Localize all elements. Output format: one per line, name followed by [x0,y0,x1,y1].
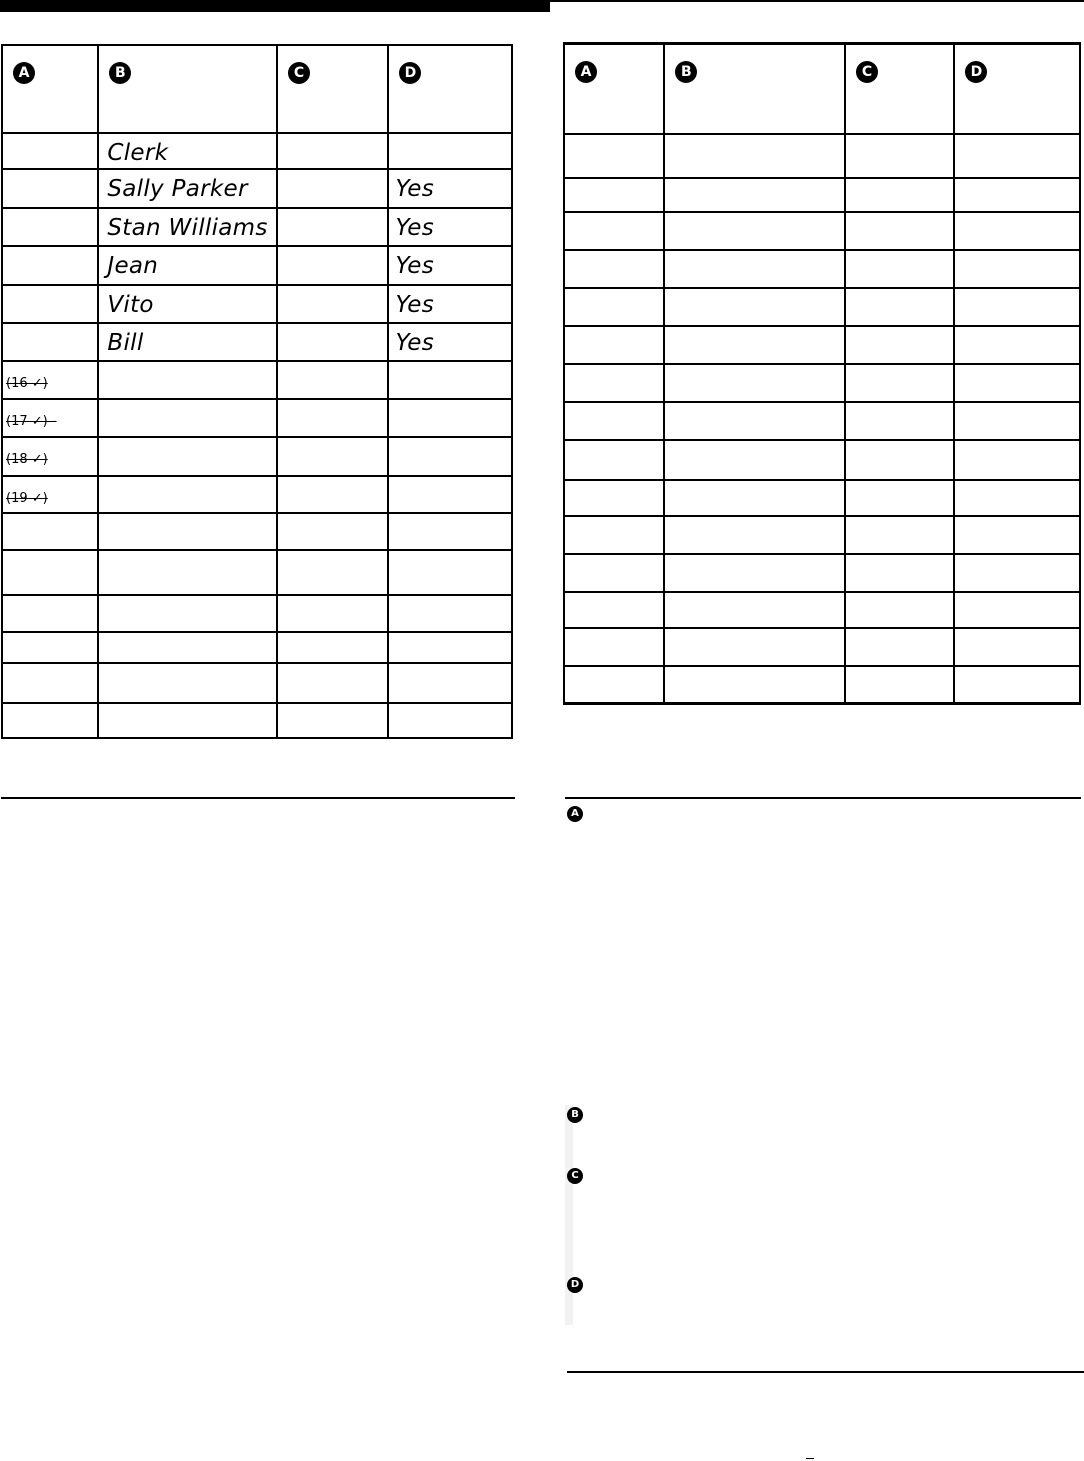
cell-a[interactable] [564,554,664,592]
cell-a[interactable] [564,480,664,516]
cell-d[interactable] [388,285,512,323]
handwritten-entry: Vito [107,292,154,318]
col-header-c [845,44,954,134]
cell-a[interactable] [2,513,98,550]
cell-c[interactable] [277,133,388,169]
legend-badge-b-icon: B [567,1107,583,1123]
col-header-a [2,45,98,133]
cell-b[interactable] [664,134,845,178]
cell-c[interactable] [277,246,388,285]
handwritten-entry: Yes [395,215,435,241]
table-row [2,476,512,513]
cell-a[interactable] [2,703,98,738]
cell-d[interactable] [954,326,1080,364]
left-table-header [2,45,512,133]
right-table-header [564,44,1080,134]
cell-b[interactable] [98,550,277,595]
cell-b[interactable] [98,632,277,663]
col-header-d [954,44,1080,134]
cell-b[interactable] [664,326,845,364]
cell-a[interactable] [564,440,664,480]
cell-d[interactable] [388,476,512,513]
cell-c[interactable] [277,595,388,632]
table-row [2,285,512,323]
cell-a[interactable] [2,663,98,703]
cell-c[interactable] [277,399,388,437]
table-row [2,169,512,208]
badge-c-icon: C [856,61,878,83]
table-row [564,364,1080,402]
cell-b[interactable] [98,476,277,513]
cell-b[interactable] [664,480,845,516]
cell-b[interactable] [98,361,277,399]
cell-b[interactable] [98,285,277,323]
table-row [2,513,512,550]
struck-entry: (16 ✓) [6,376,48,391]
table-row [564,628,1080,666]
cell-a[interactable] [564,592,664,628]
cell-b[interactable] [664,250,845,288]
cell-a[interactable] [564,516,664,554]
cell-a[interactable] [2,323,98,361]
cell-d[interactable] [388,399,512,437]
cell-b[interactable] [664,554,845,592]
cell-a[interactable] [2,550,98,595]
cell-d[interactable] [388,703,512,738]
cell-d[interactable] [954,402,1080,440]
table-row [564,516,1080,554]
legend-badge-a-icon: A [567,806,583,822]
cell-d[interactable] [388,208,512,246]
cell-d[interactable] [388,513,512,550]
cell-b[interactable] [98,399,277,437]
cell-d[interactable] [954,480,1080,516]
cell-b[interactable] [98,663,277,703]
cell-d[interactable] [954,440,1080,480]
cell-d[interactable] [954,666,1080,704]
struck-entry: (19 ✓) [6,491,48,506]
table-row [564,326,1080,364]
cell-d[interactable] [388,246,512,285]
cell-c[interactable] [845,326,954,364]
cell-a[interactable] [564,628,664,666]
bottom-rule [567,1371,1084,1373]
cell-d[interactable] [954,628,1080,666]
cell-a[interactable] [2,169,98,208]
cell-b[interactable] [98,208,277,246]
cell-c[interactable] [845,134,954,178]
cell-b[interactable] [664,516,845,554]
cell-a[interactable] [2,595,98,632]
badge-c-icon: C [288,62,310,84]
cell-c[interactable] [277,361,388,399]
table-row [564,250,1080,288]
cell-d[interactable] [954,516,1080,554]
col-header-a [564,44,664,134]
right-table-body [564,134,1080,704]
handwritten-entry: Yes [395,330,435,356]
table-row [2,663,512,703]
cell-b[interactable] [98,246,277,285]
cell-b[interactable] [664,178,845,212]
cell-a[interactable] [2,437,98,476]
cell-c[interactable] [845,480,954,516]
col-header-b [98,45,277,133]
top-black-bar [0,0,550,12]
handwritten-entry: Yes [395,176,435,202]
cell-c[interactable] [277,703,388,738]
cell-d[interactable] [954,364,1080,402]
handwritten-entry: Bill [107,330,144,356]
cell-c[interactable] [845,402,954,440]
struck-entry: (17 ✓) - [6,414,57,429]
cell-d[interactable] [388,437,512,476]
table-row [564,134,1080,178]
handwritten-entry: Sally Parker [107,176,248,202]
badge-d-icon: D [965,61,987,83]
badge-a-icon: A [575,61,597,83]
table-row [564,554,1080,592]
cell-d[interactable] [388,169,512,208]
cell-b[interactable] [98,169,277,208]
cell-b[interactable] [664,364,845,402]
cell-c[interactable] [845,364,954,402]
cell-d[interactable] [388,595,512,632]
table-row [2,595,512,632]
cell-a[interactable] [2,208,98,246]
badge-b-icon: B [109,62,131,84]
cell-a[interactable] [2,361,98,399]
cell-b[interactable] [664,212,845,250]
cell-b[interactable] [664,288,845,326]
table-row [2,361,512,399]
table-row [2,550,512,595]
top-rule [550,0,1084,2]
cell-a[interactable] [564,326,664,364]
legend-badge-c-icon: C [567,1168,583,1184]
cell-c[interactable] [277,437,388,476]
cell-c[interactable] [277,285,388,323]
table-row [564,480,1080,516]
cell-c[interactable] [845,516,954,554]
table-row [564,402,1080,440]
cell-d[interactable] [954,134,1080,178]
cell-a[interactable] [2,399,98,437]
cell-b[interactable] [664,666,845,704]
left-section-rule [1,797,515,799]
cell-c[interactable] [277,476,388,513]
cell-c[interactable] [277,550,388,595]
handwritten-entry: Yes [395,292,435,318]
table-row [2,632,512,663]
cell-d[interactable] [954,178,1080,212]
handwritten-entry: Stan Williams [107,215,268,241]
table-row [564,178,1080,212]
cell-a[interactable] [564,402,664,440]
table-row [2,323,512,361]
cell-d[interactable] [954,212,1080,250]
right-section-rule [565,797,1081,799]
cell-c[interactable] [277,208,388,246]
cell-a[interactable] [2,632,98,663]
cell-a[interactable] [564,178,664,212]
table-row [2,133,512,169]
badge-d-icon: D [399,62,421,84]
col-header-d [388,45,512,133]
table-row [564,212,1080,250]
cell-d[interactable] [954,250,1080,288]
cell-d[interactable] [388,632,512,663]
cell-b[interactable] [664,402,845,440]
cell-a[interactable] [564,364,664,402]
cell-c[interactable] [845,178,954,212]
cell-a[interactable] [564,666,664,704]
cell-c[interactable] [845,288,954,326]
table-row [564,288,1080,326]
cell-c[interactable] [277,169,388,208]
left-table [1,44,513,739]
cell-d[interactable] [388,663,512,703]
legend-badge-d-icon: D [567,1277,583,1293]
cell-c[interactable] [277,632,388,663]
right-table [563,42,1081,705]
cell-c[interactable] [845,666,954,704]
table-row [2,437,512,476]
table-row [564,592,1080,628]
cell-a[interactable] [564,212,664,250]
badge-b-icon: B [675,61,697,83]
page-mark [806,1458,814,1459]
cell-c[interactable] [845,212,954,250]
cell-a[interactable] [2,133,98,169]
table-row [2,208,512,246]
cell-c[interactable] [845,250,954,288]
cell-b[interactable] [98,437,277,476]
struck-entry: (18 ✓) [6,452,48,467]
cell-a[interactable] [564,250,664,288]
cell-b[interactable] [98,323,277,361]
table-row [2,703,512,738]
cell-a[interactable] [2,476,98,513]
handwritten-entry: Jean [107,253,159,279]
cell-d[interactable] [388,323,512,361]
cell-d[interactable] [388,133,512,169]
table-row [564,440,1080,480]
cell-b[interactable] [98,703,277,738]
cell-b[interactable] [98,595,277,632]
cell-d[interactable] [954,288,1080,326]
handwritten-entry: Clerk [107,140,169,166]
cell-c[interactable] [845,554,954,592]
badge-a-icon: A [13,62,35,84]
cell-b[interactable] [98,513,277,550]
cell-b[interactable] [664,592,845,628]
cell-a[interactable] [2,285,98,323]
table-row [2,246,512,285]
handwritten-entry: Yes [395,253,435,279]
col-header-b [664,44,845,134]
cell-d[interactable] [954,592,1080,628]
table-row [564,666,1080,704]
cell-c[interactable] [277,513,388,550]
cell-d[interactable] [388,550,512,595]
table-row [2,399,512,437]
cell-c[interactable] [845,592,954,628]
cell-c[interactable] [277,663,388,703]
cell-a[interactable] [564,134,664,178]
cell-c[interactable] [845,628,954,666]
col-header-c [277,45,388,133]
cell-a[interactable] [564,288,664,326]
cell-c[interactable] [845,440,954,480]
cell-b[interactable] [98,133,277,169]
cell-b[interactable] [664,628,845,666]
cell-d[interactable] [388,361,512,399]
cell-d[interactable] [954,554,1080,592]
cell-c[interactable] [277,323,388,361]
cell-b[interactable] [664,440,845,480]
cell-a[interactable] [2,246,98,285]
